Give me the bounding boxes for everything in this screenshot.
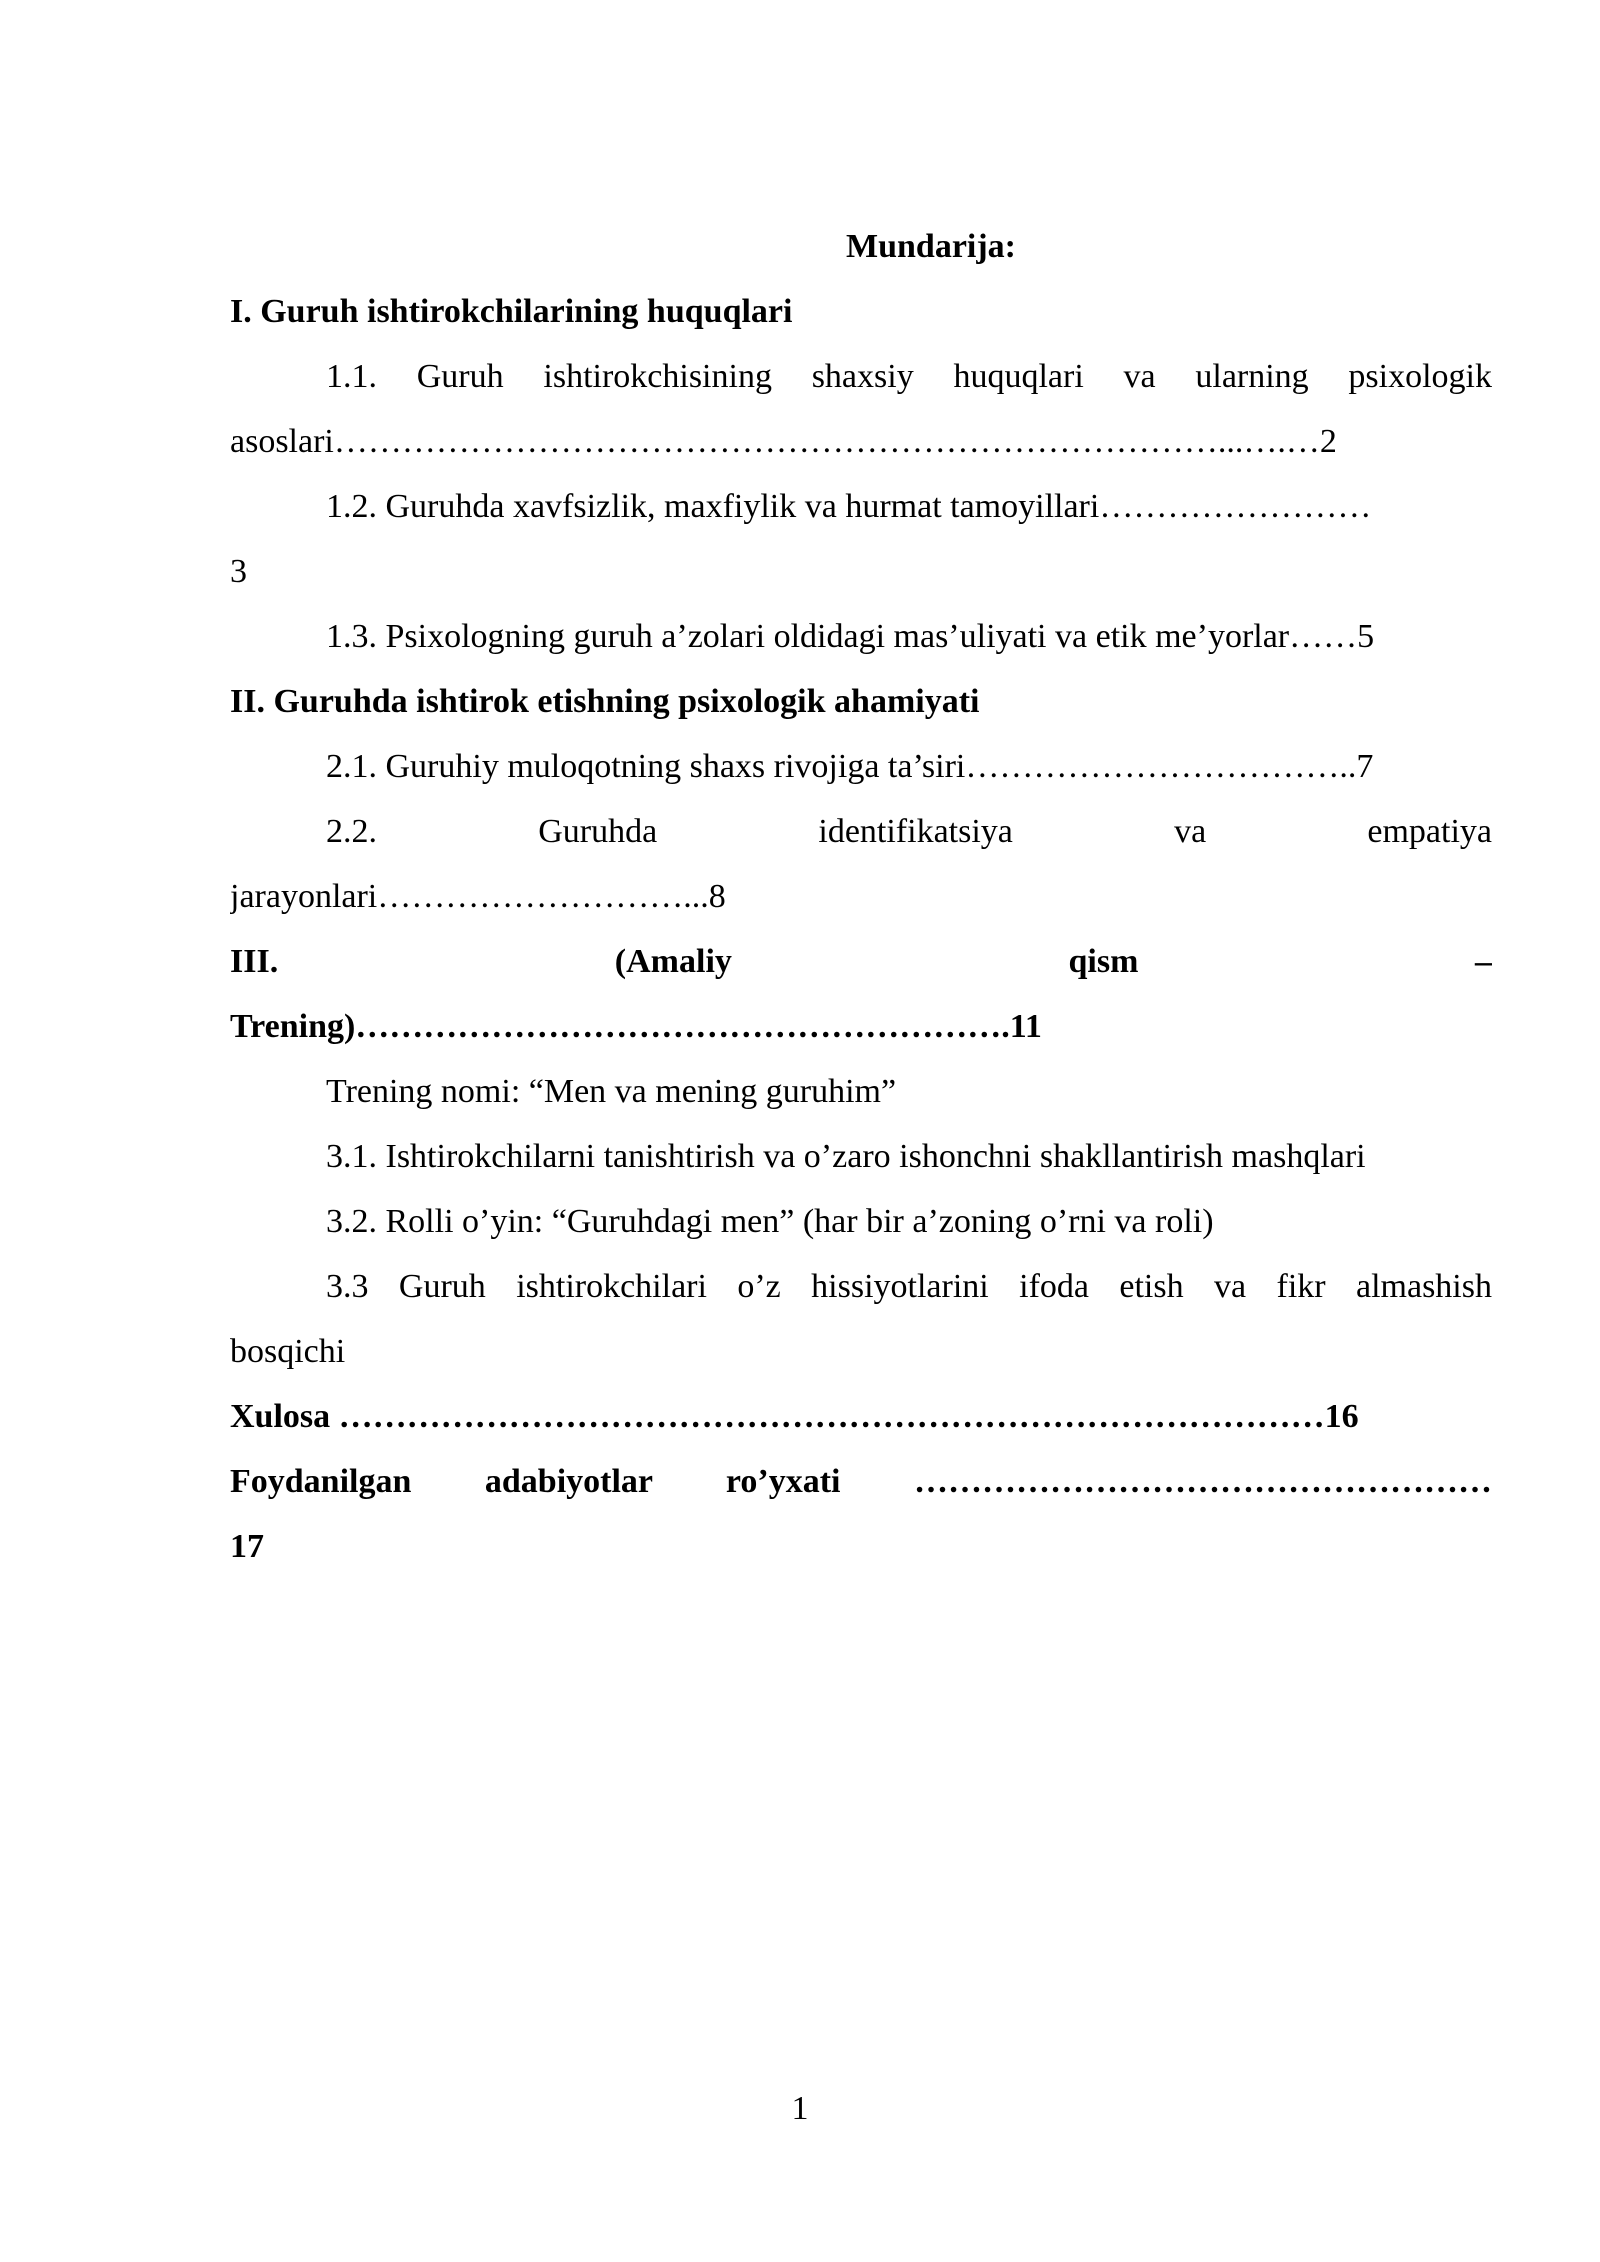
toc-entry-1-1-continuation: asoslari……………………………………………………………………...….…2 [230, 423, 1337, 460]
toc-title: Mundarija: [846, 228, 1016, 265]
toc-entry-3-2: 3.2. Rolli o’yin: “Guruhdagi men” (har bir a’zoning o’rni va roli) [326, 1203, 1214, 1240]
toc-section-3-heading: III. (Amaliy qism – [230, 943, 1492, 980]
toc-section-2-heading: II. Guruhda ishtirok etishning psixologik ahamiyati [230, 683, 980, 720]
toc-section-3-continuation: Trening)………………………………………………….11 [230, 1008, 1042, 1045]
toc-training-name: Trening nomi: “Men va mening guruhim” [326, 1073, 897, 1110]
toc-references: Foydanilgan adabiyotlar ro’yxati …………………………………………… [230, 1463, 1492, 1500]
table-of-contents [230, 214, 1492, 1579]
toc-entry-2-2-continuation: jarayonlari………………………...8 [230, 878, 726, 915]
toc-entry-1-1: 1.1. Guruh ishtirokchisining shaxsiy huquqlari va ularning psixologik [326, 358, 1492, 395]
toc-entry-1-3: 1.3. Psixologning guruh a’zolari oldidagi mas’uliyati va etik me’yorlar……5 [326, 618, 1375, 655]
toc-entry-3-3-continuation: bosqichi [230, 1333, 346, 1370]
toc-entry-1-2: 1.2. Guruhda xavfsizlik, maxfiylik va hurmat tamoyillari…………………… [326, 488, 1372, 525]
toc-entry-2-1: 2.1. Guruhiy muloqotning shaxs rivojiga ta’siri……………………………..7 [326, 748, 1374, 785]
toc-entry-1-2-page: 3 [230, 553, 247, 590]
toc-section-1-heading: I. Guruh ishtirokchilarining huquqlari [230, 293, 793, 330]
toc-entry-3-3: 3.3 Guruh ishtirokchilari o’z hissiyotlarini ifoda etish va fikr almashish [326, 1268, 1492, 1305]
toc-references-page: 17 [230, 1528, 264, 1565]
toc-conclusion: Xulosa ……………………………………………………………………………16 [230, 1398, 1359, 1435]
toc-entry-3-1: 3.1. Ishtirokchilarni tanishtirish va o’zaro ishonchni shakllantirish mashqlari [326, 1138, 1366, 1175]
page-number: 1 [791, 2090, 809, 2127]
toc-entry-2-2: 2.2. Guruhda identifikatsiya va empatiya [326, 813, 1492, 850]
